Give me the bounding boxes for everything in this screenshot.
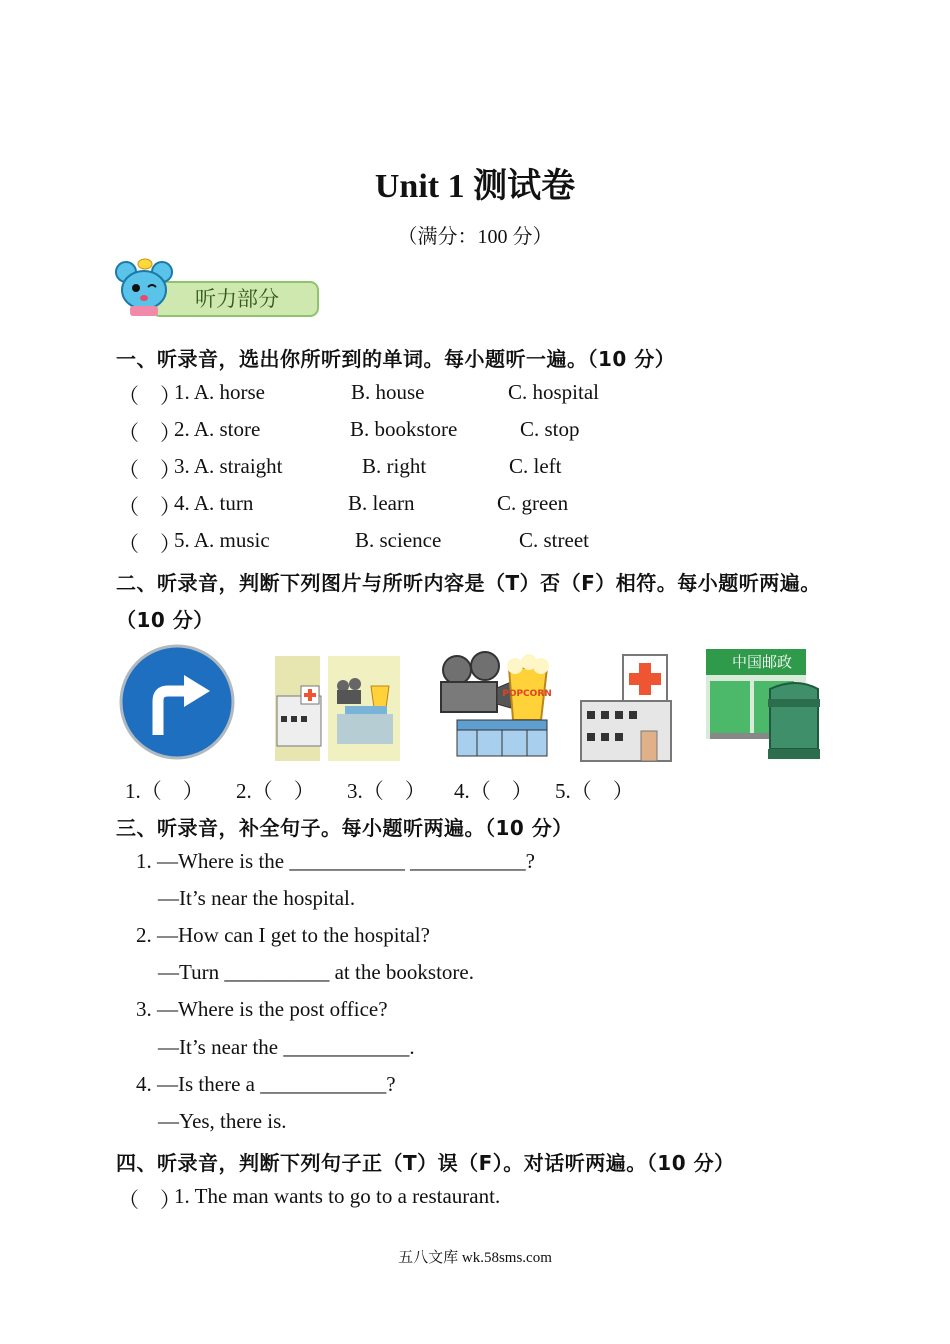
cinema-icon <box>437 648 555 762</box>
post-office-sign: 中国邮政 <box>731 653 793 671</box>
option-a: 5. A. music <box>174 528 270 552</box>
full-score-note: （满分：100 分） <box>397 226 553 248</box>
answer-paren[interactable]: （ ） <box>118 458 181 482</box>
post-office-icon <box>706 649 821 761</box>
answer-paren[interactable]: （ ） <box>118 495 181 519</box>
option-b: B. learn <box>348 491 415 515</box>
option-b: B. science <box>355 528 442 552</box>
option-a: 4. A. turn <box>174 491 254 515</box>
picture-answer-paren[interactable]: 4.（ ） <box>454 779 533 803</box>
picture-answer-paren[interactable]: 2.（ ） <box>236 779 315 803</box>
hospital-icon <box>579 653 674 763</box>
answer-paren[interactable]: （ ） <box>118 1188 181 1212</box>
option-c: C. hospital <box>508 380 600 404</box>
option-c: C. left <box>509 454 562 478</box>
listening-section-badge <box>112 258 322 320</box>
dialogue-line: —Yes, there is. <box>158 1109 287 1133</box>
dialogue-line: 4. —Is there a ____________? <box>136 1072 396 1096</box>
option-c: C. stop <box>520 417 580 441</box>
option-a: 3. A. straight <box>174 454 283 478</box>
dialogue-line: 3. —Where is the post office? <box>136 997 388 1021</box>
statement-text: 1. The man wants to go to a restaurant. <box>174 1184 501 1208</box>
option-c: C. green <box>497 491 569 515</box>
option-c: C. street <box>519 528 589 552</box>
answer-paren[interactable]: （ ） <box>118 421 181 445</box>
picture-answer-paren[interactable]: 3.（ ） <box>347 779 426 803</box>
dialogue-line: —It’s near the ____________. <box>158 1035 415 1059</box>
option-b: B. right <box>362 454 427 478</box>
badge-label: 听力部分 <box>195 287 279 311</box>
option-a: 1. A. horse <box>174 380 265 404</box>
option-b: B. bookstore <box>350 417 458 441</box>
popcorn-label: POPCORN <box>502 689 552 699</box>
dialogue-line: —It’s near the hospital. <box>158 886 356 910</box>
right-turn-sign-icon <box>118 643 236 761</box>
section-4-heading: 四、听录音，判断下列句子正（T）误（F）。对话听两遍。（10 分） <box>116 1151 735 1175</box>
section-1-heading: 一、听录音，选出你所听到的单词。每小题听一遍。（10 分） <box>116 347 676 371</box>
section-2-heading-cont: （10 分） <box>116 608 214 632</box>
dialogue-line: —Turn __________ at the bookstore. <box>158 960 474 984</box>
answer-paren[interactable]: （ ） <box>118 384 181 408</box>
dialogue-line: 1. —Where is the ___________ ___________? <box>136 849 535 873</box>
page-title: Unit 1 测试卷 <box>374 168 576 205</box>
picture-answer-paren[interactable]: 1.（ ） <box>125 779 204 803</box>
dialogue-line: 2. —How can I get to the hospital? <box>136 923 430 947</box>
answer-paren[interactable]: （ ） <box>118 532 181 556</box>
section-2-heading: 二、听录音，判断下列图片与所听内容是（T）否（F）相符。每小题听两遍。 <box>116 571 821 595</box>
section-3-heading: 三、听录音，补全句子。每小题听两遍。（10 分） <box>116 816 573 840</box>
picture-answer-paren[interactable]: 5.（ ） <box>555 779 634 803</box>
hospital-and-cinema-icon <box>275 656 400 761</box>
option-b: B. house <box>351 380 425 404</box>
footer-watermark: 五八文库 wk.58sms.com <box>398 1250 552 1266</box>
option-a: 2. A. store <box>174 417 261 441</box>
